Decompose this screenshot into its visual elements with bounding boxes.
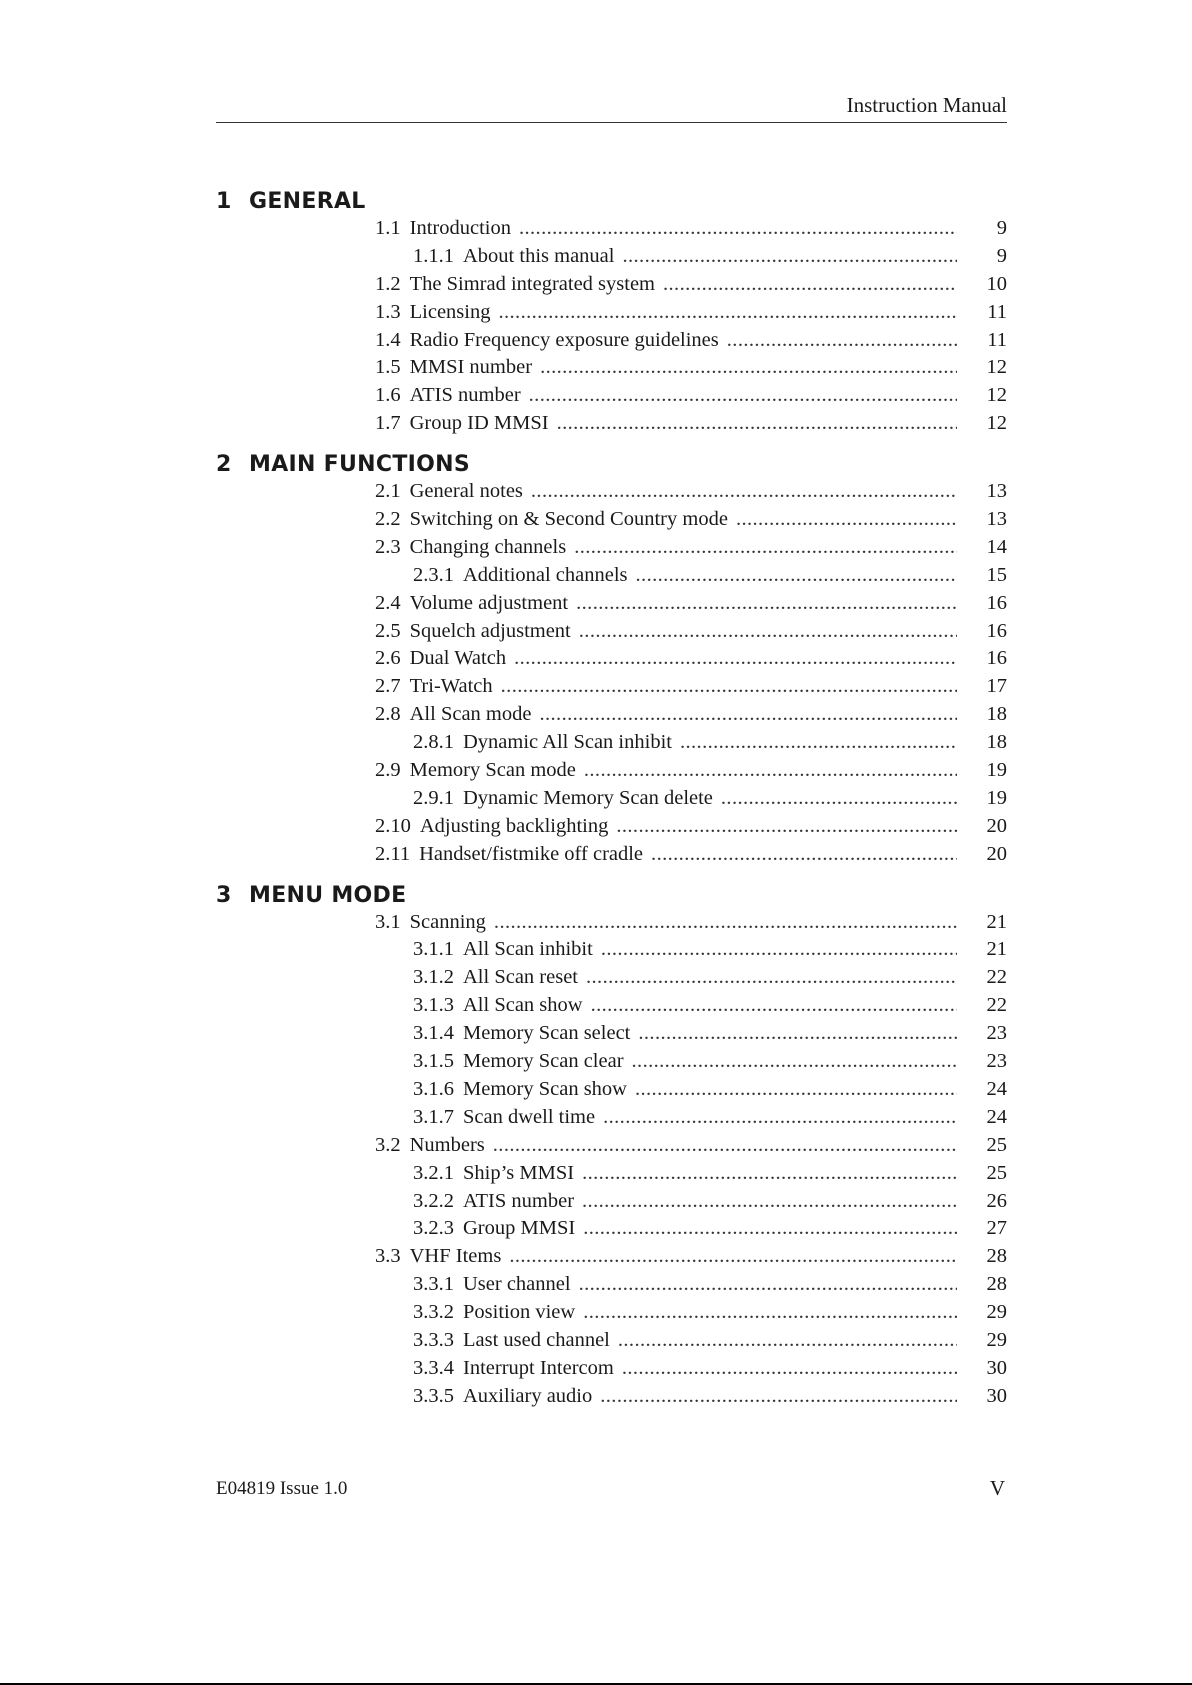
toc-entry[interactable] [216, 1299, 1007, 1327]
entry-page-number: 11 [987, 300, 1007, 323]
entry-page-number: 10 [986, 272, 1007, 295]
toc-entry-list [216, 909, 1007, 1411]
entry-page-number: 21 [986, 938, 1007, 961]
toc-entry[interactable] [216, 909, 1007, 937]
dot-leader [498, 299, 957, 327]
dot-leader [622, 1355, 957, 1383]
dot-leader [579, 1271, 957, 1299]
toc-entry[interactable] [216, 701, 1007, 729]
entry-number: 3.1.2 [413, 966, 454, 989]
entry-number: 2.3 [375, 535, 401, 558]
entry-number: 3.2.2 [413, 1189, 454, 1212]
entry-number: 2.10 [375, 814, 411, 837]
entry-page-number: 15 [986, 563, 1007, 586]
entry-page-number: 23 [986, 1050, 1007, 1073]
section-heading [216, 188, 1007, 215]
entry-title: Additional channels [463, 563, 628, 586]
toc-entry[interactable] [216, 1271, 1007, 1299]
entry-title: All Scan inhibit [463, 938, 593, 961]
dot-leader [601, 936, 957, 964]
dot-leader [591, 992, 957, 1020]
dot-leader [721, 785, 957, 813]
entry-number: 3.1.3 [413, 994, 454, 1017]
entry-number: 1.3 [375, 300, 401, 323]
entry-title: Memory Scan mode [409, 759, 576, 782]
toc-entry[interactable] [216, 410, 1007, 438]
toc-entry[interactable] [216, 215, 1007, 243]
entry-number: 3.2 [375, 1133, 401, 1156]
dot-leader [576, 590, 957, 618]
running-header: Instruction Manual [846, 93, 1007, 117]
toc-entry[interactable] [216, 813, 1007, 841]
entry-page-number: 21 [986, 910, 1007, 933]
entry-number: 2.11 [375, 842, 411, 865]
entry-title: Scanning [409, 910, 486, 933]
section-number: 2 [216, 452, 232, 478]
entry-title: All Scan mode [409, 703, 532, 726]
entry-page-number: 12 [986, 356, 1007, 379]
toc-entry[interactable] [216, 271, 1007, 299]
table-of-contents [216, 188, 1007, 1424]
dot-leader [557, 410, 957, 438]
entry-page-number: 12 [986, 412, 1007, 435]
entry-page-number: 22 [986, 994, 1007, 1017]
dot-leader [600, 1383, 957, 1411]
entry-number: 1.6 [375, 384, 401, 407]
entry-title: Volume adjustment [409, 591, 569, 614]
toc-entry[interactable] [216, 590, 1007, 618]
section-heading [216, 451, 1007, 478]
entry-page-number: 23 [986, 1022, 1007, 1045]
entry-number: 3.2.3 [413, 1217, 454, 1240]
toc-entry[interactable] [216, 1355, 1007, 1383]
entry-number: 3.3.3 [413, 1328, 454, 1351]
entry-number: 2.9.1 [413, 786, 454, 809]
entry-page-number: 25 [986, 1161, 1007, 1184]
toc-entry[interactable] [216, 382, 1007, 410]
toc-entry[interactable] [216, 1132, 1007, 1160]
dot-leader [651, 841, 957, 869]
entry-title: Group MMSI [463, 1217, 576, 1240]
entry-number: 2.8.1 [413, 731, 454, 754]
toc-entry[interactable] [216, 1160, 1007, 1188]
entry-title: The Simrad integrated system [409, 272, 655, 295]
entry-title: Radio Frequency exposure guidelines [409, 328, 719, 351]
toc-entry[interactable] [216, 1188, 1007, 1216]
entry-title: Dual Watch [409, 647, 507, 670]
dot-leader [540, 354, 957, 382]
dot-leader [529, 382, 957, 410]
entry-number: 1.2 [375, 272, 401, 295]
entry-page-number: 20 [986, 814, 1007, 837]
entry-title: All Scan reset [463, 966, 578, 989]
entry-number: 2.8 [375, 703, 401, 726]
entry-page-number: 28 [986, 1245, 1007, 1268]
dot-leader [736, 506, 957, 534]
entry-page-number: 11 [987, 328, 1007, 351]
dot-leader [584, 757, 957, 785]
dot-leader [663, 271, 957, 299]
entry-title: Ship’s MMSI [463, 1161, 575, 1184]
section-title: MENU MODE [249, 882, 407, 908]
section-title: MAIN FUNCTIONS [249, 452, 470, 478]
entry-title: About this manual [463, 244, 615, 267]
toc-entry[interactable] [216, 729, 1007, 757]
entry-number: 2.5 [375, 619, 401, 642]
entry-number: 3.1 [375, 910, 401, 933]
section-number: 3 [216, 882, 232, 908]
entry-page-number: 24 [986, 1105, 1007, 1128]
entry-page-number: 22 [986, 966, 1007, 989]
section-number: 1 [216, 189, 232, 214]
entry-page-number: 13 [986, 480, 1007, 503]
entry-title: Memory Scan clear [463, 1050, 624, 1073]
toc-entry[interactable] [216, 327, 1007, 355]
toc-entry[interactable] [216, 645, 1007, 673]
entry-number: 2.7 [375, 675, 401, 698]
entry-page-number: 19 [986, 759, 1007, 782]
entry-title: Switching on & Second Country mode [409, 508, 728, 531]
entry-page-number: 18 [986, 731, 1007, 754]
toc-entry[interactable] [216, 1243, 1007, 1271]
entry-page-number: 24 [986, 1077, 1007, 1100]
toc-entry-list [216, 478, 1007, 868]
toc-entry[interactable] [216, 354, 1007, 382]
toc-entry[interactable] [216, 562, 1007, 590]
toc-entry[interactable] [216, 757, 1007, 785]
toc-entry[interactable] [216, 785, 1007, 813]
entry-title: User channel [463, 1273, 571, 1296]
dot-leader [616, 813, 957, 841]
toc-entry[interactable] [216, 673, 1007, 701]
toc-entry[interactable] [216, 1048, 1007, 1076]
toc-entry[interactable] [216, 841, 1007, 869]
dot-leader [539, 701, 957, 729]
entry-page-number: 27 [986, 1217, 1007, 1240]
entry-title: Scan dwell time [463, 1105, 596, 1128]
entry-page-number: 16 [986, 619, 1007, 642]
toc-entry[interactable] [216, 1076, 1007, 1104]
entry-number: 1.1 [375, 217, 401, 239]
dot-leader [509, 1243, 957, 1271]
dot-leader [583, 1299, 957, 1327]
toc-entry[interactable] [216, 618, 1007, 646]
entry-title: All Scan show [463, 994, 583, 1017]
entry-title: Memory Scan select [463, 1022, 631, 1045]
entry-number: 3.3.2 [413, 1301, 454, 1324]
entry-page-number: 12 [986, 384, 1007, 407]
entry-title: General notes [409, 480, 523, 503]
entry-page-number: 13 [986, 508, 1007, 531]
dot-leader [603, 1104, 957, 1132]
toc-entry[interactable] [216, 478, 1007, 506]
entry-number: 2.1 [375, 480, 401, 503]
entry-number: 2.4 [375, 591, 401, 614]
header-rule [216, 122, 1007, 123]
entry-page-number: 14 [986, 535, 1007, 558]
entry-title: Group ID MMSI [409, 412, 549, 435]
dot-leader [632, 1048, 957, 1076]
dot-leader [582, 1160, 957, 1188]
entry-title: Numbers [409, 1133, 485, 1156]
entry-number: 2.2 [375, 508, 401, 531]
entry-title: Position view [463, 1301, 576, 1324]
entry-title: Dynamic All Scan inhibit [463, 731, 672, 754]
entry-number: 3.2.1 [413, 1161, 454, 1184]
dot-leader [494, 909, 957, 937]
entry-title: Adjusting backlighting [419, 814, 609, 837]
entry-number: 2.6 [375, 647, 401, 670]
page-number: V [989, 1476, 1005, 1500]
dot-leader [586, 964, 957, 992]
entry-page-number: 30 [986, 1356, 1007, 1379]
toc-entry[interactable] [216, 992, 1007, 1020]
toc-entry[interactable] [216, 506, 1007, 534]
entry-title: MMSI number [409, 356, 533, 379]
dot-leader [519, 215, 957, 243]
entry-page-number: 30 [986, 1384, 1007, 1407]
entry-page-number: 19 [986, 786, 1007, 809]
entry-page-number: 25 [986, 1133, 1007, 1156]
entry-title: Tri-Watch [409, 675, 493, 698]
toc-entry[interactable] [216, 964, 1007, 992]
entry-number: 3.1.4 [413, 1022, 454, 1045]
entry-number: 3.3 [375, 1245, 401, 1268]
section-heading [216, 882, 1007, 909]
entry-number: 3.3.1 [413, 1273, 454, 1296]
toc-entry[interactable] [216, 1104, 1007, 1132]
dot-leader [583, 1215, 957, 1243]
entry-page-number: 28 [986, 1273, 1007, 1296]
entry-page-number: 16 [986, 647, 1007, 670]
dot-leader [501, 673, 957, 701]
entry-title: Interrupt Intercom [463, 1356, 614, 1379]
toc-entry[interactable] [216, 936, 1007, 964]
entry-title: Dynamic Memory Scan delete [463, 786, 713, 809]
dot-leader [574, 534, 957, 562]
entry-page-number: 26 [986, 1189, 1007, 1212]
entry-number: 1.1.1 [413, 244, 454, 267]
entry-title: Last used channel [463, 1328, 610, 1351]
entry-title: Squelch adjustment [409, 619, 571, 642]
entry-title: Handset/fistmike off cradle [419, 842, 644, 865]
dot-leader [493, 1132, 957, 1160]
entry-page-number: 9 [996, 244, 1007, 267]
toc-entry[interactable] [216, 1327, 1007, 1355]
dot-leader [638, 1020, 957, 1048]
entry-number: 3.1.5 [413, 1050, 454, 1073]
entry-title: ATIS number [409, 384, 521, 407]
entry-title: VHF Items [409, 1245, 502, 1268]
entry-title: ATIS number [463, 1189, 575, 1212]
entry-page-number: 9 [996, 217, 1007, 239]
toc-entry[interactable] [216, 299, 1007, 327]
entry-number: 1.7 [375, 412, 401, 435]
dot-leader [582, 1188, 957, 1216]
entry-page-number: 20 [986, 842, 1007, 865]
entry-number: 2.3.1 [413, 563, 454, 586]
entry-number: 1.5 [375, 356, 401, 379]
entry-page-number: 16 [986, 591, 1007, 614]
toc-entry[interactable] [216, 1383, 1007, 1411]
toc-entry[interactable] [216, 243, 1007, 271]
section-title: GENERAL [249, 189, 366, 214]
entry-title: Introduction [409, 217, 511, 239]
entry-title: Memory Scan show [463, 1077, 627, 1100]
dot-leader [680, 729, 957, 757]
entry-number: 3.1.1 [413, 938, 454, 961]
toc-entry-list [216, 215, 1007, 438]
document-id: E04819 Issue 1.0 [216, 1478, 348, 1499]
toc-entry[interactable] [216, 1215, 1007, 1243]
toc-entry[interactable] [216, 1020, 1007, 1048]
dot-leader [727, 327, 957, 355]
dot-leader [618, 1327, 957, 1355]
dot-leader [514, 645, 957, 673]
entry-page-number: 17 [986, 675, 1007, 698]
entry-number: 1.4 [375, 328, 401, 351]
entry-number: 3.3.4 [413, 1356, 454, 1379]
entry-title: Auxiliary audio [463, 1384, 593, 1407]
toc-entry[interactable] [216, 534, 1007, 562]
dot-leader [622, 243, 957, 271]
dot-leader [636, 562, 957, 590]
dot-leader [579, 618, 957, 646]
entry-number: 3.1.6 [413, 1077, 454, 1100]
entry-number: 2.9 [375, 759, 401, 782]
entry-page-number: 29 [986, 1301, 1007, 1324]
entry-number: 3.1.7 [413, 1105, 454, 1128]
dot-leader [531, 478, 957, 506]
entry-page-number: 29 [986, 1328, 1007, 1351]
entry-title: Licensing [409, 300, 491, 323]
entry-number: 3.3.5 [413, 1384, 454, 1407]
dot-leader [635, 1076, 957, 1104]
entry-title: Changing channels [409, 535, 567, 558]
entry-page-number: 18 [986, 703, 1007, 726]
